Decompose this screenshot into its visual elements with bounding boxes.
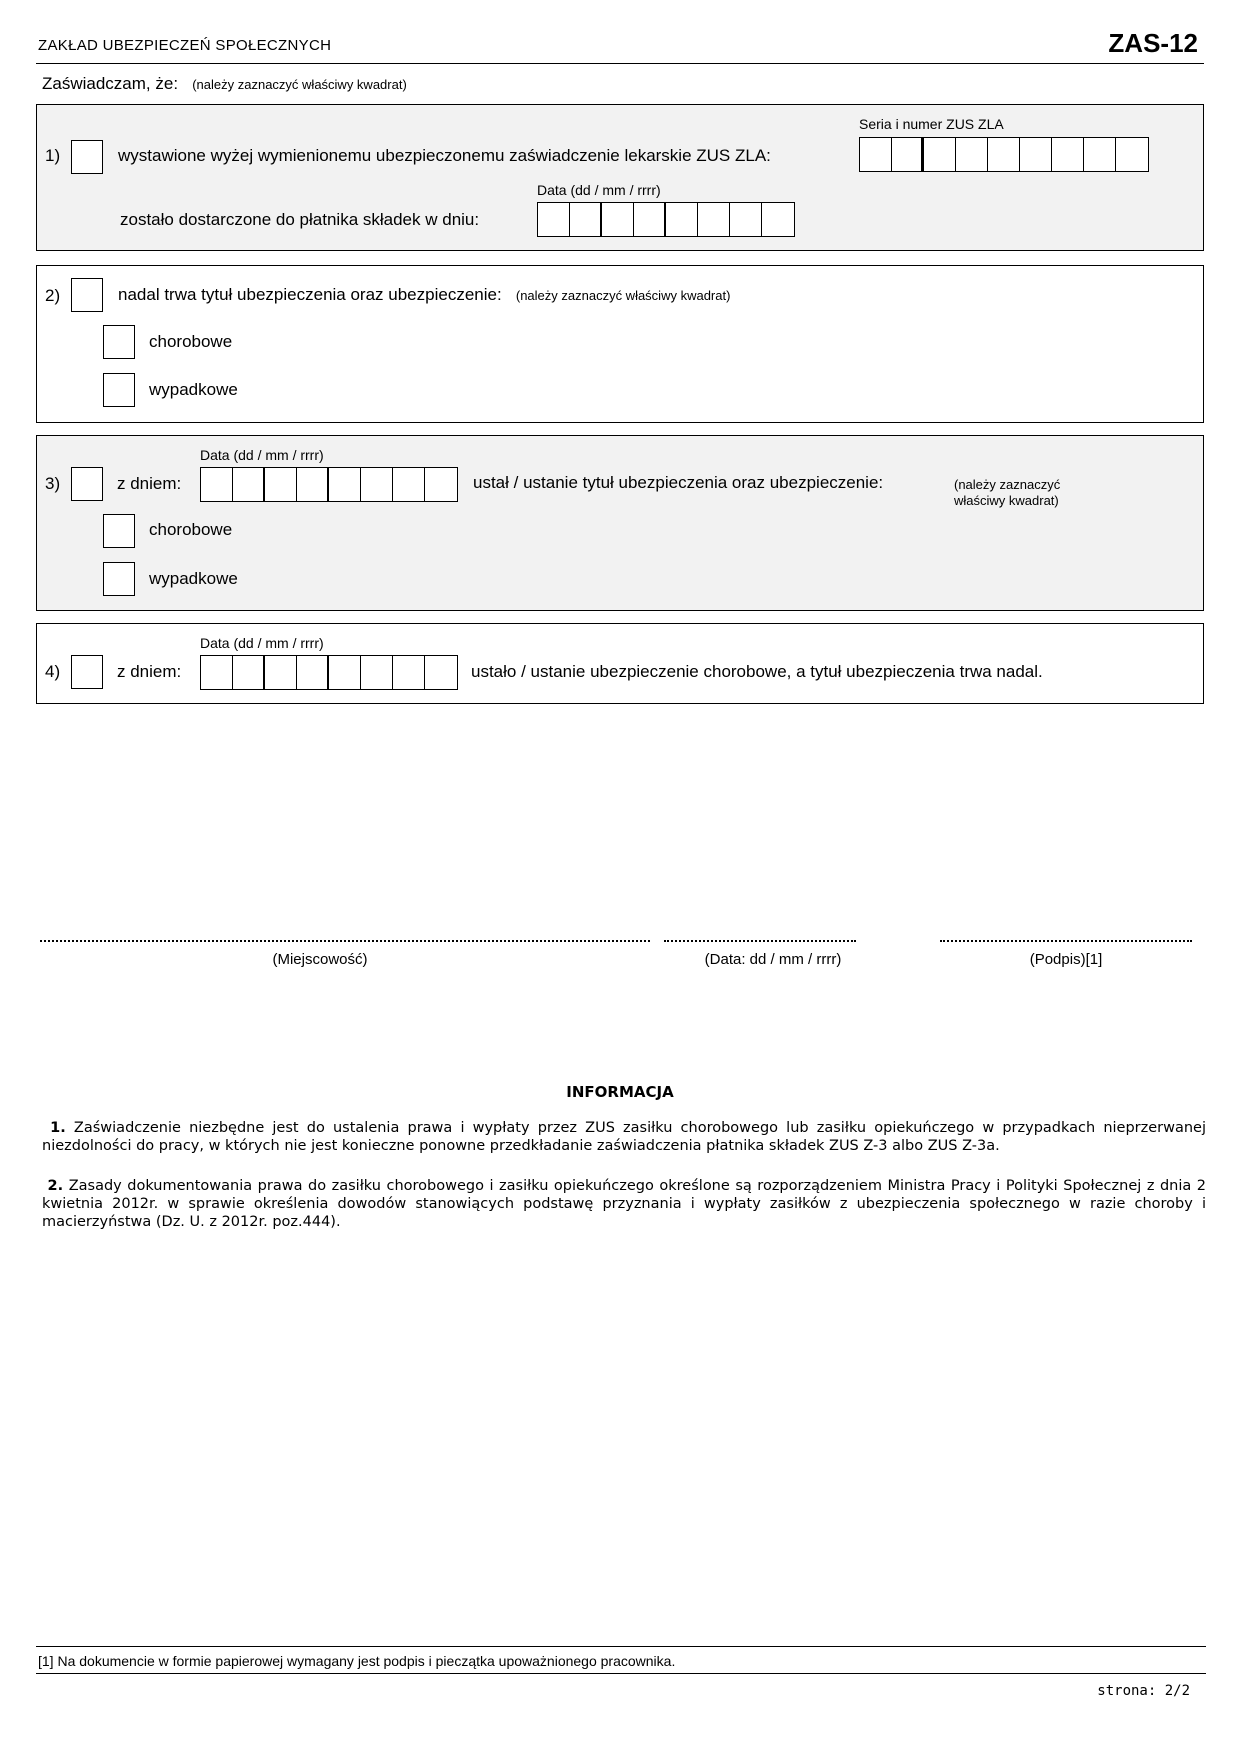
info-p1-text: Zaświadczenie niezbędne jest do ustalenia prawa i wypłaty przez ZUS zasiłku chorobowego lub zasiłku opiekuńczego w przypadkach nieprzerwanej niezdolności do pracy, w których nie jest konieczne ponowne przedkładanie zaświadczenia płatnika składek ZUS Z-3 albo ZUS Z-3a. <box>42 1120 1207 1154</box>
info-p2-number: 2. <box>47 1178 64 1194</box>
section-3 <box>36 435 1204 611</box>
delivery-date-input[interactable] <box>537 202 795 237</box>
date-cell[interactable] <box>233 656 265 689</box>
date-cell[interactable] <box>570 203 602 236</box>
date-cell[interactable] <box>730 203 762 236</box>
date-cell[interactable] <box>329 468 361 501</box>
org-name: ZAKŁAD UBEZPIECZEŃ SPOŁECZNYCH <box>38 37 332 54</box>
section-1-text: wystawione wyżej wymienionemu ubezpieczonemu zaświadczenie lekarskie ZUS ZLA: <box>118 146 771 165</box>
date-cell[interactable] <box>538 203 570 236</box>
serial-cell[interactable] <box>1020 138 1052 171</box>
date-cell[interactable] <box>297 468 329 501</box>
date-cell[interactable] <box>393 468 425 501</box>
info-p1-number: 1. <box>50 1120 66 1136</box>
serial-cell[interactable] <box>924 138 956 171</box>
serial-label: Seria i numer ZUS ZLA <box>859 116 1004 132</box>
s3-date-input[interactable] <box>200 467 458 502</box>
section-2-text <box>118 285 730 305</box>
s3-chorobowe-label: chorobowe <box>149 520 233 539</box>
section-3-note <box>954 477 1060 509</box>
section-3-prefix: z dniem: <box>117 474 182 493</box>
date-cell[interactable] <box>425 468 457 501</box>
section-2-checkbox[interactable] <box>71 278 103 312</box>
s3-wypadkowe-checkbox[interactable] <box>103 562 135 596</box>
signature-caption: (Podpis)[1] <box>1029 951 1103 968</box>
section-3-note-line2: właściwy kwadrat) <box>954 493 1059 508</box>
date-cell[interactable] <box>634 203 666 236</box>
section-2-number: 2) <box>45 286 61 305</box>
serial-cell[interactable] <box>1052 138 1084 171</box>
s3-date-label: Data (dd / mm / rrrr) <box>200 447 324 463</box>
section-2-label: nadal trwa tytuł ubezpieczenia oraz ubezpieczenie: <box>118 285 502 304</box>
date-cell[interactable] <box>762 203 794 236</box>
date-cell[interactable] <box>265 468 297 501</box>
s2-chorobowe-label: chorobowe <box>149 332 233 351</box>
date-cell[interactable] <box>425 656 457 689</box>
date-cell[interactable] <box>361 468 393 501</box>
info-paragraph-1 <box>42 1119 1206 1155</box>
date-cell[interactable] <box>698 203 730 236</box>
date-cell[interactable] <box>233 468 265 501</box>
section-3-text: ustał / ustanie tytuł ubezpieczenia oraz ubezpieczenie: <box>473 473 884 492</box>
date-cell[interactable] <box>201 656 233 689</box>
footnote-divider <box>36 1646 1206 1647</box>
date-cell[interactable] <box>297 656 329 689</box>
s4-date-input[interactable] <box>200 655 458 690</box>
s3-wypadkowe-label: wypadkowe <box>149 569 238 588</box>
s2-wypadkowe-checkbox[interactable] <box>103 373 135 407</box>
date-cell[interactable] <box>602 203 634 236</box>
delivery-date-label: Data (dd / mm / rrrr) <box>537 182 661 198</box>
date-cell[interactable] <box>361 656 393 689</box>
serial-cell[interactable] <box>1116 138 1148 171</box>
section-4-text: ustało / ustanie ubezpieczenie chorobowe, a tytuł ubezpieczenia trwa nadal. <box>471 662 1043 681</box>
section-4-checkbox[interactable] <box>71 655 103 689</box>
serial-cell[interactable] <box>956 138 988 171</box>
serial-cell[interactable] <box>1084 138 1116 171</box>
header-divider <box>36 63 1204 64</box>
section-1-checkbox[interactable] <box>71 140 103 174</box>
section-1 <box>36 104 1204 251</box>
intro <box>42 74 407 94</box>
page-number: strona: 2/2 <box>1097 1683 1190 1699</box>
section-4-prefix: z dniem: <box>117 662 182 681</box>
serial-cell[interactable] <box>988 138 1020 171</box>
intro-note: (należy zaznaczyć właściwy kwadrat) <box>192 77 407 92</box>
s2-wypadkowe-label: wypadkowe <box>149 380 238 399</box>
footer-divider <box>36 1673 1206 1674</box>
date-cell[interactable] <box>329 656 361 689</box>
intro-label: Zaświadczam, że: <box>42 74 179 93</box>
info-paragraph-2 <box>42 1177 1206 1231</box>
footnote: [1] Na dokumencie w formie papierowej wymagany jest podpis i pieczątka upoważnionego pracownika. <box>38 1653 676 1669</box>
serial-number-input[interactable] <box>859 137 1149 172</box>
serial-cell[interactable] <box>860 138 892 171</box>
s2-chorobowe-checkbox[interactable] <box>103 325 135 359</box>
section-3-checkbox[interactable] <box>71 467 103 501</box>
date-cell[interactable] <box>201 468 233 501</box>
serial-cell[interactable] <box>892 138 924 171</box>
s3-chorobowe-checkbox[interactable] <box>103 514 135 548</box>
section-3-number: 3) <box>45 474 61 493</box>
date-cell[interactable] <box>265 656 297 689</box>
form-code: ZAS-12 <box>1108 28 1198 58</box>
delivery-text: zostało dostarczone do płatnika składek w dniu: <box>120 210 480 229</box>
section-4-number: 4) <box>45 662 61 681</box>
section-3-note-line1: (należy zaznaczyć <box>954 477 1061 492</box>
place-line[interactable] <box>40 940 650 942</box>
s4-date-label: Data (dd / mm / rrrr) <box>200 635 324 651</box>
section-1-number: 1) <box>45 146 61 165</box>
date-cell[interactable] <box>666 203 698 236</box>
info-title: INFORMACJA <box>566 1083 674 1101</box>
date-cell[interactable] <box>393 656 425 689</box>
date-caption: (Data: dd / mm / rrrr) <box>704 951 842 968</box>
info-p2-text: Zasady dokumentowania prawa do zasiłku chorobowego i zasiłku opiekuńczego określone są rozporządzeniem Ministra Pracy i Polityki Społecznej z dnia 2 kwietnia 2012r. w sprawie określenia dowodów stanowiących podstawę przyznania i wypłaty zasiłków z ubezpieczenia społecznego w razie choroby i macierzyństwa (Dz. U. z 2012r. poz.444). <box>42 1178 1207 1230</box>
section-4 <box>36 623 1204 704</box>
place-caption: (Miejscowość) <box>272 951 368 968</box>
section-2 <box>36 265 1204 423</box>
section-2-note: (należy zaznaczyć właściwy kwadrat) <box>515 288 731 303</box>
date-line[interactable] <box>664 940 856 942</box>
signature-line[interactable] <box>940 940 1192 942</box>
